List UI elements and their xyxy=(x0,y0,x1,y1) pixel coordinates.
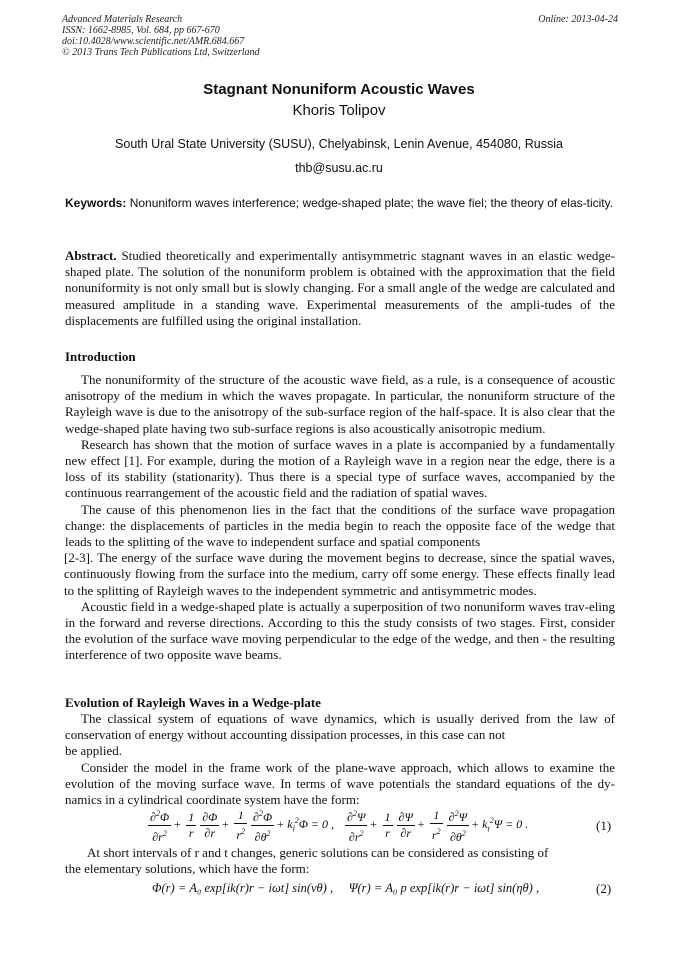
doi-line: doi:10.4028/www.scientific.net/AMR.684.667 xyxy=(62,36,245,47)
evolution-body xyxy=(65,711,615,808)
paper-title: Stagnant Nonuniform Acoustic Waves xyxy=(203,81,475,98)
copyright-line: © 2013 Trans Tech Publications Ltd, Switzerland xyxy=(62,47,260,58)
keywords-text: Nonuniform waves interference; wedge-shaped plate; the wave fiel; the theory of elas-ticity. xyxy=(126,196,614,210)
intro-paragraph: Research has shown that the motion of surface waves in a plate is accompanied by a fundamentally new effect [1]. For example, during the motion of a Rayleigh wave in a region near the edge, there is a loss of its stability (stationarity). Thus there is a special type of surface waves, accompanied by the continuous rearrangement of the acoustic field and the radiation of spatial waves. xyxy=(65,436,615,501)
online-date: Online: 2013-04-24 xyxy=(538,14,618,25)
evolution-heading: Evolution of Rayleigh Waves in a Wedge-plate xyxy=(65,695,321,710)
equation-1 xyxy=(146,806,528,845)
evolution-paragraph: Consider the model in the frame work of the plane-wave approach, which allows to examine the evolution of the moving surface wave. In terms of wave potentials the standard equations of the dy-namics in a cylindrical coordinate system have the form: xyxy=(65,759,615,808)
elementary-line: the elementary solutions, which have the form: xyxy=(65,861,310,877)
equation-2-number: (2) xyxy=(596,881,612,896)
short-intervals-line: At short intervals of r and t changes, generic solutions can be considered as consisting of xyxy=(87,845,549,860)
equation-1-number: (1) xyxy=(596,818,612,833)
equation-2 xyxy=(152,881,539,896)
equation-2-right: Ψ(r) = A₀ p exp[ik(r)r − iωt] sin(ηθ) , xyxy=(348,881,540,895)
intro-paragraph: The nonuniformity of the structure of the acoustic wave field, as a rule, is a consequence of acoustic anisotropy of the medium in which the waves propagate. In particular, the nonuniform structure of the Rayleigh wave is due to the anisotropy of the sub-surface region of the half-space. It is also clear that the wedge-shaped plate having two sub-surface regions is also acoustically anisotropic medium. xyxy=(65,372,615,436)
introduction-heading: Introduction xyxy=(65,349,136,364)
abstract-text: Studied theoretically and experimentally antisymmetric stagnant waves in an elastic wedge-shaped plate. The solution of the nonuniform problem is obtained with the approximation that the field nonuniformity is not only small but is slowly changing. For a small angle of the wedge are calculated and measured amplitude in a standing wave. Experimental measurements of the ampli-tudes of the displacements are fulfilled using the original installation. xyxy=(65,248,615,328)
journal-name: Advanced Materials Research xyxy=(62,14,183,25)
intro-paragraph: [2-3]. The energy of the surface wave during the movement begins to decrease, since the spatial waves, continuously flowing from the surface into the medium, carry off some energy. These effects finally lead to the splitting of Rayleigh waves to the independent symmetric and antisymmetric modes. xyxy=(64,550,615,598)
equation-2-left: Φ(r) = A₀ exp[ik(r)r − iωt] sin(νθ) , xyxy=(152,881,334,895)
keywords xyxy=(65,196,615,211)
abstract xyxy=(65,248,615,329)
introduction-body xyxy=(65,372,615,664)
equation-1-content: $\frac{\partial^2\Phi}{\partial r^2}$ + $\frac{1}{r}$ $\frac{\partial\Phi}{\partial r}$ + $\frac{1}{r^2}$ $\frac{\partial^2\Phi}{\partial\theta^2}$ + $k_l^2\Phi = 0$ , $\frac{\partial^2\Psi}{\partial r^2}$ + $\frac{1}{r}$ $\frac{\partial\Psi}{\partial r}$ + $\frac{1}{r^2}$ $\frac{\partial^2\Psi}{\partial\theta^2}$ + $k_t^2\Psi = 0$ . xyxy=(150,808,529,844)
issn-line: ISSN: 1662-8985, Vol. 684, pp 667-670 xyxy=(62,25,220,36)
intro-paragraph: Acoustic field in a wedge-shaped plate is actually a superposition of two nonuniform waves trav-eling in the forward and reverse directions. According to this the study consists of two stages. First, consider the evolution of the surface wave moving perpendicular to the edge of the wedge, and then - the resulting interference of two opposite wave beams. xyxy=(65,598,615,663)
journal-header xyxy=(62,14,618,58)
author-name: Khoris Tolipov xyxy=(292,102,386,119)
intro-paragraph: The cause of this phenomenon lies in the fact that the conditions of the surface wave propagation change: the displacements of particles in the media begin to reach the opposite face of the wedge that leads to the splitting of the wave to independent surface and spatial components xyxy=(65,501,615,550)
abstract-label: Abstract. xyxy=(65,248,117,263)
evolution-paragraph: be applied. xyxy=(65,743,123,759)
author-email: thb@susu.ac.ru xyxy=(295,161,383,175)
evolution-paragraph: The classical system of equations of wave dynamics, which is usually derived from the law of conservation of energy without accounting dissipation processes, in this case can not xyxy=(65,711,615,743)
keywords-label: Keywords: xyxy=(65,196,127,210)
affiliation: South Ural State University (SUSU), Chelyabinsk, Lenin Avenue, 454080, Russia xyxy=(115,137,563,151)
short-intervals-text xyxy=(65,845,615,877)
